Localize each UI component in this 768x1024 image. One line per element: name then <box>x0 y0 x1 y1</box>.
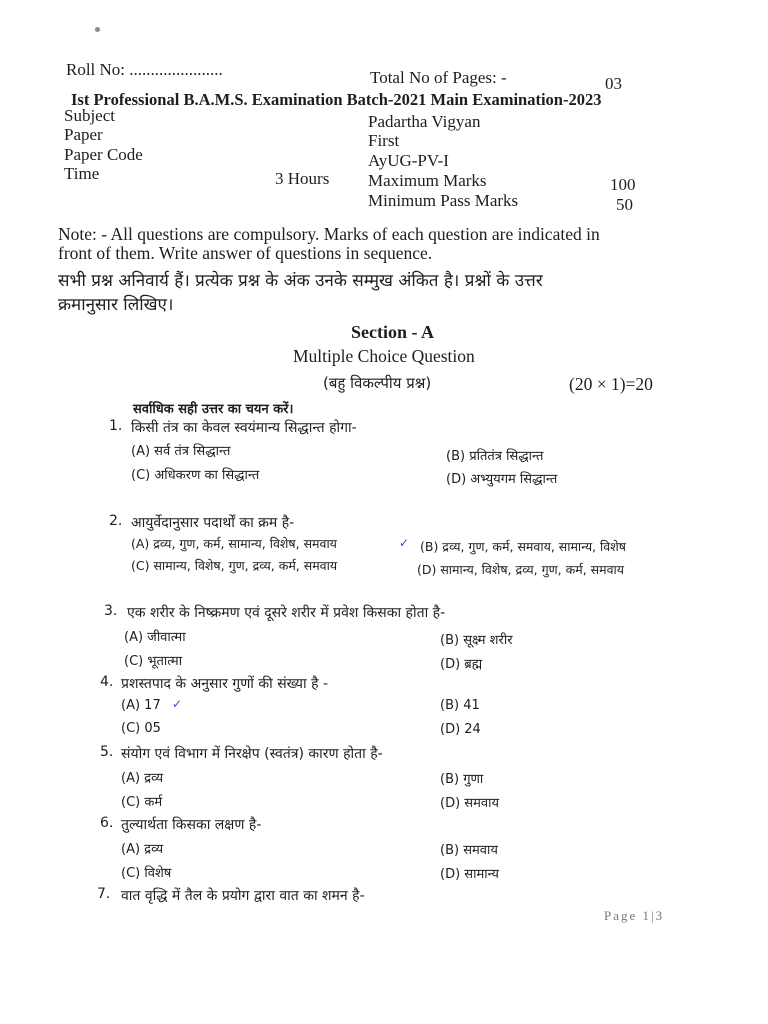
section-instruction: सर्वाधिक सही उत्तर का चयन करें। <box>133 402 294 417</box>
time-value: 3 Hours <box>275 169 330 188</box>
exam-title: Ist Professional B.A.M.S. Examination Batch-2021 Main Examination-2023 <box>71 90 602 109</box>
question-text: संयोग एवं विभाग में निरक्षेप (स्वतंत्र) कारण होता है- <box>121 746 383 762</box>
question-text: तुल्यार्थता किसका लक्षण है- <box>121 817 262 833</box>
note-hindi-line2: क्रमानुसार लिखिए। <box>58 295 174 315</box>
option-a: (A) 17 <box>121 698 161 713</box>
question-number: 6. <box>100 815 114 831</box>
question-number: 5. <box>100 744 114 760</box>
min-marks-label: Minimum Pass Marks <box>368 191 519 210</box>
total-pages-label: Total No of Pages: - <box>370 68 507 87</box>
note-hindi-line1: सभी प्रश्न अनिवार्य हैं। प्रत्येक प्रश्न के अंक उनके सम्मुख अंकित है। प्रश्नों के उत्तर <box>58 271 543 291</box>
question-text: एक शरीर के निष्क्रमण एवं दूसरे शरीर में प्रवेश किसका होता है- <box>127 605 446 621</box>
paper-label: Paper <box>64 125 103 144</box>
note-english-line1: Note: - All questions are compulsory. Marks of each question are indicated in <box>58 224 600 244</box>
option-b: (B) समवाय <box>440 843 498 858</box>
question-number: 1. <box>109 418 123 434</box>
question-number: 2. <box>109 513 123 529</box>
option-d: (D) ब्रह्म <box>440 657 483 672</box>
subject-value: Padartha Vigyan <box>368 112 481 131</box>
note-english-line2: front of them. Write answer of questions in sequence. <box>58 243 433 263</box>
pen-tick-icon: ✓ <box>399 536 410 550</box>
subject-label: Subject <box>64 106 115 125</box>
option-b: (B) सूक्ष्म शरीर <box>440 633 513 648</box>
option-d: (D) 24 <box>440 722 481 737</box>
min-marks-value: 50 <box>616 195 633 214</box>
option-d: (D) समवाय <box>440 796 499 811</box>
paper-code-label: Paper Code <box>64 145 143 164</box>
option-c: (C) सामान्य, विशेष, गुण, द्रव्य, कर्म, समवाय <box>131 558 338 573</box>
section-subtitle-hindi: (बहु विकल्पीय प्रश्न) <box>323 374 432 392</box>
option-c: (C) कर्म <box>121 795 163 810</box>
option-a: (A) द्रव्य <box>121 771 164 786</box>
roll-number: Roll No: ...................... <box>66 60 223 79</box>
question-number: 7. <box>97 886 111 902</box>
section-title: Section - A <box>351 322 434 342</box>
section-marks: (20 × 1)=20 <box>569 374 653 394</box>
option-c: (C) 05 <box>121 721 161 736</box>
paper-code-value: AyUG-PV-I <box>368 151 449 170</box>
option-b: (B) द्रव्य, गुण, कर्म, समवाय, सामान्य, विशेष <box>420 539 626 554</box>
option-b: (B) गुणा <box>440 772 484 787</box>
option-a: (A) सर्व तंत्र सिद्धान्त <box>131 444 231 459</box>
page-number: Page 1|3 <box>604 908 665 923</box>
max-marks-label: Maximum Marks <box>368 171 487 190</box>
option-d: (D) सामान्य <box>440 867 499 882</box>
option-a: (A) द्रव्य, गुण, कर्म, सामान्य, विशेष, समवाय <box>131 536 337 551</box>
question-text: प्रशस्तपाद के अनुसार गुणों की संख्या है - <box>121 676 329 692</box>
question-text: किसी तंत्र का केवल स्वयंमान्य सिद्धान्त होगा- <box>131 420 357 436</box>
scan-speck <box>95 27 100 32</box>
option-c: (C) विशेष <box>121 866 172 881</box>
option-a: (A) जीवात्मा <box>124 630 186 645</box>
option-d: (D) सामान्य, विशेष, द्रव्य, गुण, कर्म, समवाय <box>417 562 625 577</box>
option-c: (C) भूतात्मा <box>124 654 183 669</box>
question-text: आयुर्वेदानुसार पदार्थों का क्रम है- <box>131 515 295 531</box>
option-b: (B) 41 <box>440 698 480 713</box>
pen-tick-icon: ✓ <box>172 697 183 711</box>
question-number: 4. <box>100 674 114 690</box>
section-subtitle: Multiple Choice Question <box>293 346 475 366</box>
paper-value: First <box>368 131 400 150</box>
question-number: 3. <box>104 603 118 619</box>
option-b: (B) प्रतितंत्र सिद्धान्त <box>446 449 544 464</box>
option-c: (C) अधिकरण का सिद्धान्त <box>131 468 260 483</box>
option-a: (A) द्रव्य <box>121 842 164 857</box>
question-text: वात वृद्धि में तैल के प्रयोग द्वारा वात का शमन है- <box>121 888 365 904</box>
max-marks-value: 100 <box>610 175 636 194</box>
time-label: Time <box>64 164 100 183</box>
option-d: (D) अभ्युयगम सिद्धान्त <box>446 472 558 487</box>
total-pages-value: 03 <box>605 74 622 93</box>
